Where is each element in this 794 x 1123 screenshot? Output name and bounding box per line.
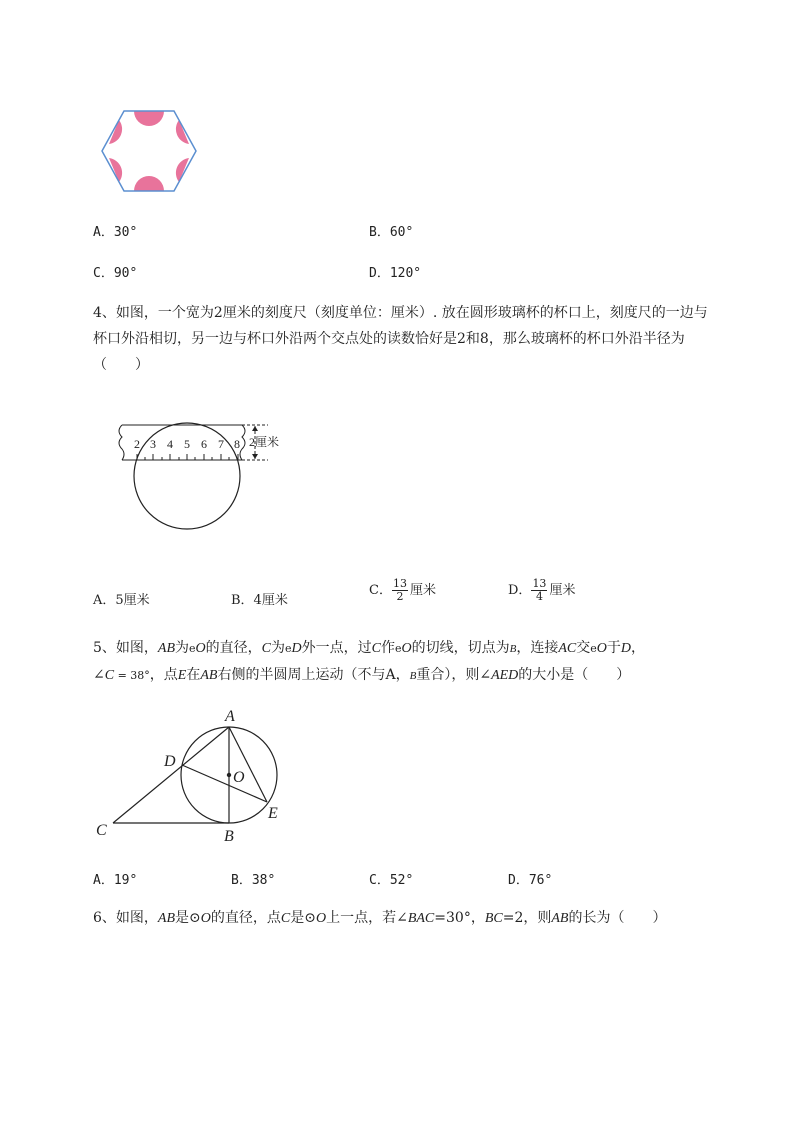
label-b: B	[224, 828, 234, 845]
q6-text: 6、如图，AB是⊙O的直径，点C是⊙O上一点，若∠BAC=30°，BC=2，则AB的长为（ ）	[93, 910, 667, 926]
q3-option-b: B．60°	[369, 225, 414, 240]
label-o: O	[233, 769, 245, 786]
fraction-13-2: $\frac{13}{2}$	[392, 577, 407, 603]
q5-option-a: A．19°	[93, 873, 138, 888]
q5-option-b: B．38°	[231, 873, 276, 888]
q5-option-d: D．76°	[508, 873, 553, 888]
ruler-tick-7: 7	[218, 437, 224, 451]
q4-line3: （ ）	[93, 357, 149, 373]
q4-option-a: A．5厘米	[93, 593, 150, 608]
fraction-13-4: $\frac{13}{4}$	[532, 577, 547, 603]
q4-option-b: B．4厘米	[231, 593, 288, 608]
q5-text	[93, 635, 753, 689]
q3-option-c: C．90°	[93, 266, 138, 281]
ruler-tick-3: 3	[150, 437, 156, 451]
label-e: E	[268, 805, 278, 822]
label-d: D	[164, 753, 176, 770]
label-a: A	[225, 708, 235, 725]
ruler-width-label: 2厘米	[249, 435, 280, 449]
q4-option-c: C． $\frac{13}{2}$ 厘米	[369, 577, 436, 603]
circle-tangent-figure	[92, 704, 292, 846]
ruler-tick-8: 8	[234, 437, 240, 451]
q3-option-d: D．120°	[369, 266, 422, 281]
q4-line2: 杯口外沿相切，另一边与杯口外沿两个交点处的读数恰好是2和8，那么玻璃杯的杯口外沿半径为	[93, 331, 685, 347]
q5-line1: 5、如图，AB为eO的直径，C为eD外一点，过C作eO的切线，切点为B，连接AC交eO于D，	[93, 640, 646, 656]
q5-line2: ∠C = 38°，点E在AB右侧的半圆周上运动（不与A，B重合），则∠AED的大小是（ ）	[93, 667, 631, 683]
label-c: C	[96, 822, 107, 839]
q4-text	[93, 300, 753, 378]
q4-line1: 4、如图，一个宽为2厘米的刻度尺（刻度单位：厘米）. 放在圆形玻璃杯的杯口上，刻度尺的一边与	[93, 305, 708, 321]
ruler-cup-figure	[110, 418, 310, 538]
ruler-tick-5: 5	[184, 437, 190, 451]
ruler-tick-6: 6	[201, 437, 207, 451]
q5-option-c: C．52°	[369, 873, 414, 888]
q4-option-d: D． $\frac{13}{4}$ 厘米	[508, 577, 576, 603]
hexagon-figure	[96, 104, 202, 198]
ruler-tick-2: 2	[134, 437, 140, 451]
ruler-tick-4: 4	[167, 437, 173, 451]
q3-option-a: A．30°	[93, 225, 138, 240]
